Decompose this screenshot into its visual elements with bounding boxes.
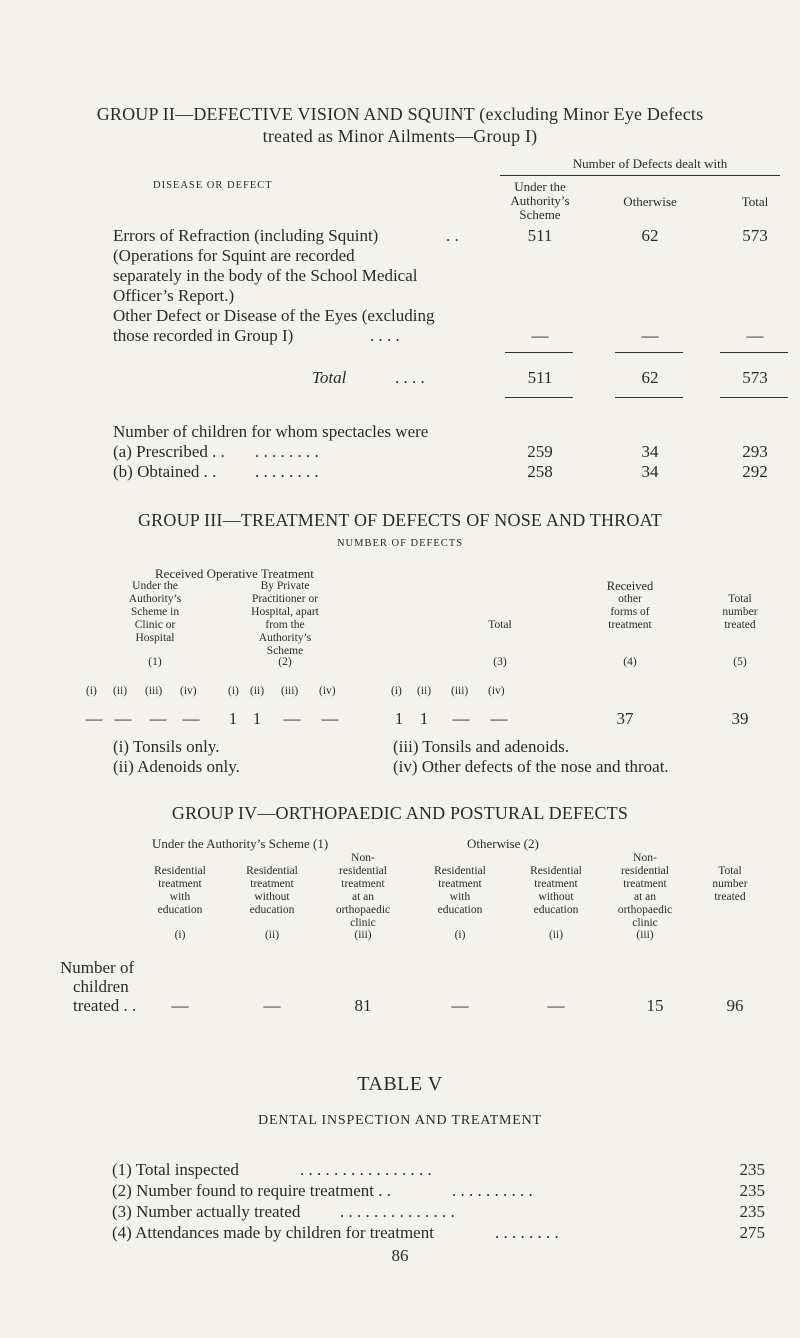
g4-col4-header [420, 865, 500, 917]
total-otherwise: 62 [641, 368, 659, 387]
g4-col2-line4: education [249, 904, 295, 916]
g4-col2-line2: treatment [250, 878, 294, 890]
g4-col6-line5: orthopaedic [617, 904, 673, 916]
group2-title-line1: GROUP II—DEFECTIVE VISION AND SQUINT (excluding Minor Eye Defects [96, 104, 704, 124]
g3-col1-num: (1) [148, 656, 162, 668]
g4-col3-line2: residential [339, 865, 387, 877]
g3-sub-1-ii: (ii) [113, 685, 128, 697]
g3-v3-iv: — [490, 709, 508, 728]
t5-row4-value: 275 [739, 1223, 765, 1242]
t5-row3-dots: . . . . . . . . . . . . . . [340, 1202, 455, 1221]
g3-col2-header [225, 580, 345, 658]
g4-val-3: 81 [354, 996, 372, 1015]
g3-col3-header: Total [488, 619, 512, 631]
group4-title: GROUP IV—ORTHOPAEDIC AND POSTURAL DEFECTS [171, 803, 629, 823]
g4-col4-line3: with [449, 891, 471, 903]
g3-col1-line2: Authority’s [128, 593, 182, 605]
row2-line2: those recorded in Group I) [113, 326, 294, 345]
g4-col3-line5: orthopaedic [335, 904, 391, 916]
prescribed-under: 259 [527, 442, 553, 461]
g3-v3-i: 1 [394, 709, 404, 728]
g4-col7-header [690, 865, 770, 904]
g3-col2-line2: Practitioner or [251, 593, 319, 605]
col-under-line2: Authority’s [510, 193, 570, 208]
g3-col5-line1: Total [728, 593, 752, 605]
col-under-line1: Under the [514, 179, 566, 194]
obtained-otherwise: 34 [641, 462, 659, 481]
g3-sub-2-ii: (ii) [250, 685, 265, 697]
g3-v2-iv: — [321, 709, 339, 728]
note-line1: (Operations for Squint are recorded [113, 246, 355, 265]
g4-col6-line4: at an [633, 891, 657, 903]
prescribed-total: 293 [742, 442, 768, 461]
t5-row2-value: 235 [739, 1181, 765, 1200]
g4-row-label-line3: treated . . [73, 996, 137, 1015]
t5-row1-value: 235 [739, 1160, 765, 1179]
table5-title: TABLE V [357, 1073, 443, 1095]
prescribed-otherwise: 34 [641, 442, 659, 461]
g4-num-4: (i) [454, 929, 466, 941]
g3-col4-num: (4) [623, 656, 637, 668]
t5-row3-label: (3) Number actually treated [112, 1202, 301, 1221]
g4-col5-line3: without [538, 891, 574, 903]
g3-sub-1-iv: (iv) [180, 685, 197, 697]
g4-col1-line4: education [157, 904, 203, 916]
obtained-label: (b) Obtained . . [113, 462, 217, 481]
g3-col1-line5: Hospital [135, 632, 175, 644]
g4-col6-header [600, 852, 690, 930]
g3-v1-i: — [85, 709, 103, 728]
g3-sub-3-iv: (iv) [488, 685, 505, 697]
g3-sub-2-iii: (iii) [281, 685, 299, 697]
g4-col5-line1: Residential [530, 865, 582, 877]
g3-col2-line6: Scheme [266, 645, 304, 657]
g3-col2-num: (2) [278, 656, 292, 668]
col-total: Total [741, 194, 769, 209]
spectacles-label: Number of children for whom spectacles were [113, 422, 429, 441]
g3-col1-header [100, 580, 210, 645]
group3-subtitle: NUMBER OF DEFECTS [336, 538, 464, 549]
g3-v3-iii: — [452, 709, 470, 728]
errors-of-refraction-label: Errors of Refraction (including Squint) [113, 226, 379, 245]
g4-row-label-line2: children [73, 977, 129, 996]
row2-dots: . . . . [370, 326, 400, 345]
g4-val-5: — [547, 996, 565, 1015]
g3-col5-line3: treated [724, 619, 756, 631]
g3-v2-iii: — [283, 709, 301, 728]
col-otherwise: Otherwise [623, 194, 677, 209]
g4-val-1: — [171, 996, 189, 1015]
g3-col2-line1: By Private [260, 580, 310, 592]
g4-col4-line2: treatment [438, 878, 482, 890]
g3-col4-line3: forms of [610, 606, 650, 618]
g4-col3-line3: treatment [341, 878, 385, 890]
note-line3: Officer’s Report.) [113, 286, 235, 305]
number-of-defects-header: Number of Defects dealt with [572, 156, 728, 171]
g3-sub-3-ii: (ii) [417, 685, 432, 697]
prescribed-label: (a) Prescribed . . [113, 442, 225, 461]
g4-num-1: (i) [174, 929, 186, 941]
g4-col5-line2: treatment [534, 878, 578, 890]
t5-row1-label: (1) Total inspected [112, 1160, 239, 1179]
t5-row2-label: (2) Number found to require treatment . . [112, 1181, 391, 1200]
disease-header: DISEASE OR DEFECT [153, 180, 273, 191]
g3-col3-num: (3) [493, 656, 507, 668]
g3-v1-iv: — [182, 709, 200, 728]
total-rule-bottom-2 [615, 397, 683, 398]
total-under: 511 [527, 368, 553, 387]
group2-title-line2: treated as Minor Ailments—Group I) [262, 126, 538, 146]
g4-col5-header [516, 865, 596, 917]
g4-col3-line6: clinic [350, 917, 376, 929]
t5-row4-label: (4) Attendances made by children for treatment [112, 1223, 434, 1242]
received-operative-header: Received Operative Treatment [155, 566, 314, 581]
g4-col7-line2: number [712, 878, 748, 890]
g4-col1-line2: treatment [158, 878, 202, 890]
row1-dots: . . [446, 226, 459, 245]
under-scheme-header: Under the Authority’s Scheme (1) [152, 836, 329, 851]
g3-col4-line4: treatment [608, 619, 652, 631]
prescribed-dots: . . . . . . . . [255, 442, 319, 461]
g4-col5-line4: education [533, 904, 579, 916]
g3-v5: 39 [731, 709, 749, 728]
row2-under: — [531, 326, 549, 345]
g4-val-6: 15 [646, 996, 664, 1015]
g3-v1-iii: — [149, 709, 167, 728]
g3-col2-line3: Hospital, apart [251, 606, 319, 618]
g3-col4-line1: Received [606, 579, 654, 593]
g4-col1-line3: with [169, 891, 191, 903]
g3-col2-line4: from the [265, 619, 305, 631]
g4-col2-line3: without [254, 891, 290, 903]
g4-num-3: (iii) [354, 929, 372, 941]
note-line2: separately in the body of the School Medical [113, 266, 418, 285]
g4-col1-header [140, 865, 220, 917]
g3-v2-ii: 1 [252, 709, 262, 728]
legend-tonsils: (i) Tonsils only. [113, 737, 220, 756]
g4-num-2: (ii) [264, 929, 280, 941]
t5-row3-value: 235 [739, 1202, 765, 1221]
g3-sub-2-i: (i) [228, 685, 239, 697]
g3-sub-3-iii: (iii) [451, 685, 469, 697]
header-rule [500, 175, 780, 176]
g3-sub-1-iii: (iii) [145, 685, 163, 697]
g4-num-6: (iii) [636, 929, 654, 941]
g3-col1-line4: Clinic or [134, 619, 176, 631]
legend-tonsils-adenoids: (iii) Tonsils and adenoids. [393, 737, 570, 756]
t5-row2-dots: . . . . . . . . . . [452, 1181, 533, 1200]
col-under-line3: Scheme [519, 207, 561, 222]
group3-title: GROUP III—TREATMENT OF DEFECTS OF NOSE AND THROAT [137, 510, 662, 530]
g4-col3-line4: at an [351, 891, 375, 903]
g4-col4-line1: Residential [434, 865, 486, 877]
g3-col4-header [580, 580, 680, 632]
t5-row4-dots: . . . . . . . . [495, 1223, 559, 1242]
g3-v2-i: 1 [228, 709, 238, 728]
g4-val-2: — [263, 996, 281, 1015]
g3-sub-1-i: (i) [86, 685, 97, 697]
col-under-authority [490, 180, 590, 222]
g4-col7-line3: treated [714, 891, 746, 903]
g3-sub-2-iv: (iv) [319, 685, 336, 697]
g4-col6-line1: Non- [633, 852, 657, 864]
otherwise-header: Otherwise (2) [467, 836, 539, 851]
g4-num-5: (ii) [548, 929, 564, 941]
g3-sub-3-i: (i) [391, 685, 402, 697]
obtained-total: 292 [742, 462, 768, 481]
g3-col5-num: (5) [733, 656, 747, 668]
g4-col4-line4: education [437, 904, 483, 916]
total-dots: . . . . [395, 368, 425, 387]
total-total: 573 [742, 368, 768, 387]
t5-row1-dots: . . . . . . . . . . . . . . . . [300, 1160, 432, 1179]
total-rule-top-3 [720, 352, 788, 353]
g4-row-label-line1: Number of [60, 958, 135, 977]
row2-line1: Other Defect or Disease of the Eyes (excluding [113, 306, 435, 325]
g4-col1-line1: Residential [154, 865, 206, 877]
total-rule-top-2 [615, 352, 683, 353]
legend-adenoids: (ii) Adenoids only. [113, 757, 240, 776]
g3-v3-ii: 1 [419, 709, 429, 728]
g3-col1-line3: Scheme in [130, 606, 180, 618]
g4-col2-line1: Residential [246, 865, 298, 877]
row1-otherwise: 62 [641, 226, 659, 245]
g3-col2-line5: Authority’s [258, 632, 312, 644]
row2-total: — [746, 326, 764, 345]
row1-total: 573 [742, 226, 768, 245]
total-label: Total [312, 368, 347, 387]
g3-col5-line2: number [722, 606, 758, 618]
total-rule-bottom-1 [505, 397, 573, 398]
row1-under: 511 [527, 226, 553, 245]
g4-col2-header [232, 865, 312, 917]
table5-subtitle: DENTAL INSPECTION AND TREATMENT [258, 1113, 542, 1128]
row2-otherwise: — [641, 326, 659, 345]
g4-col6-line2: residential [621, 865, 669, 877]
g4-col6-line3: treatment [623, 878, 667, 890]
g3-col1-line1: Under the [132, 580, 178, 592]
obtained-under: 258 [527, 462, 553, 481]
page-number: 86 [391, 1246, 409, 1265]
g4-val-4: — [451, 996, 469, 1015]
g4-col6-line6: clinic [632, 917, 658, 929]
g4-col3-line1: Non- [351, 852, 375, 864]
total-rule-top-1 [505, 352, 573, 353]
g4-val-7: 96 [726, 996, 744, 1015]
g4-col7-line1: Total [718, 865, 742, 877]
g3-col5-header [690, 593, 790, 632]
total-rule-bottom-3 [720, 397, 788, 398]
g3-col4-line2: other [618, 593, 642, 605]
g4-row-label [60, 958, 136, 1015]
obtained-dots: . . . . . . . . [255, 462, 319, 481]
g3-v1-ii: — [114, 709, 132, 728]
legend-other-defects: (iv) Other defects of the nose and throat. [393, 757, 669, 776]
g3-v4: 37 [616, 709, 634, 728]
g4-col3-header [318, 852, 408, 930]
